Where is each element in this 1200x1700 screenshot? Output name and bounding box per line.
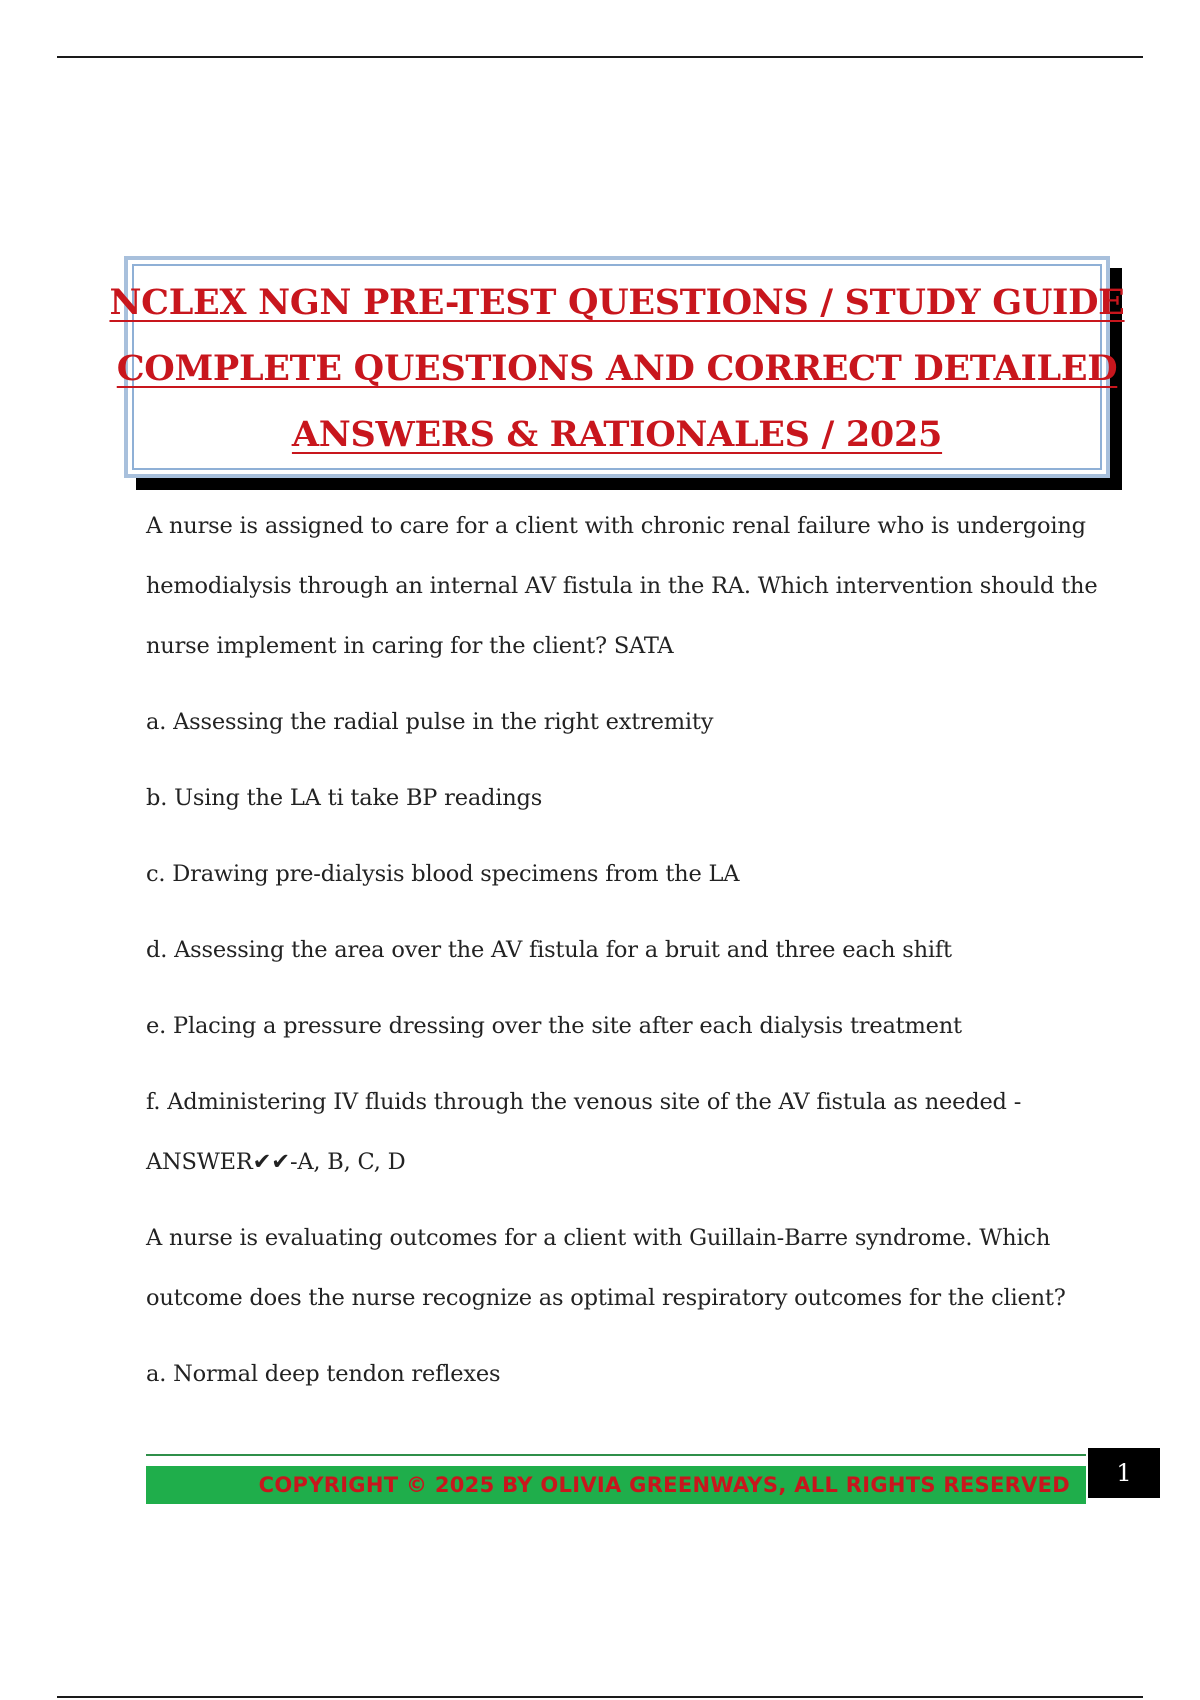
- title-line-1: NCLEX NGN PRE-TEST QUESTIONS / STUDY GUIDE: [109, 282, 1125, 323]
- question-2-option-a: a. Normal deep tendon reflexes: [146, 1361, 501, 1387]
- title-box-inner: [109, 264, 1125, 470]
- title-line-2: COMPLETE QUESTIONS AND CORRECT DETAILED: [116, 348, 1118, 389]
- question-1-answer: ANSWER✔✔-A, B, C, D: [146, 1149, 406, 1175]
- question-1-stem-line-3: nurse implement in caring for the client? SATA: [146, 633, 674, 659]
- question-1-stem-line-2: hemodialysis through an internal AV fistula in the RA. Which intervention should the: [146, 573, 1098, 599]
- question-1-option-a: a. Assessing the radial pulse in the right extremity: [146, 709, 714, 735]
- question-2-stem-line-1: A nurse is evaluating outcomes for a client with Guillain-Barre syndrome. Which: [146, 1225, 1051, 1251]
- question-1-option-b: b. Using the LA ti take BP readings: [146, 785, 543, 811]
- question-1-option-f: f. Administering IV fluids through the venous site of the AV fistula as needed -: [146, 1089, 1022, 1115]
- bottom-rule: [57, 1696, 1143, 1698]
- question-2-stem-line-2: outcome does the nurse recognize as optimal respiratory outcomes for the client?: [146, 1285, 1066, 1311]
- top-rule: [57, 56, 1143, 58]
- question-1-option-d: d. Assessing the area over the AV fistula for a bruit and three each shift: [146, 937, 952, 963]
- page-number-box: [1088, 1448, 1160, 1498]
- question-1-option-c: c. Drawing pre-dialysis blood specimens from the LA: [146, 861, 740, 887]
- footer-rule: [146, 1454, 1086, 1456]
- footer-bar: [146, 1466, 1086, 1504]
- document-body: [146, 496, 1098, 1404]
- title-box: [109, 256, 1125, 478]
- title-line-3: ANSWERS & RATIONALES / 2025: [291, 414, 943, 455]
- copyright-text: COPYRIGHT © 2025 BY OLIVIA GREENWAYS, ALL RIGHTS RESERVED: [258, 1473, 1070, 1497]
- question-1-stem-line-1: A nurse is assigned to care for a client with chronic renal failure who is undergoing: [146, 513, 1086, 539]
- question-1-option-e: e. Placing a pressure dressing over the site after each dialysis treatment: [146, 1013, 962, 1039]
- page-number: 1: [1116, 1459, 1132, 1487]
